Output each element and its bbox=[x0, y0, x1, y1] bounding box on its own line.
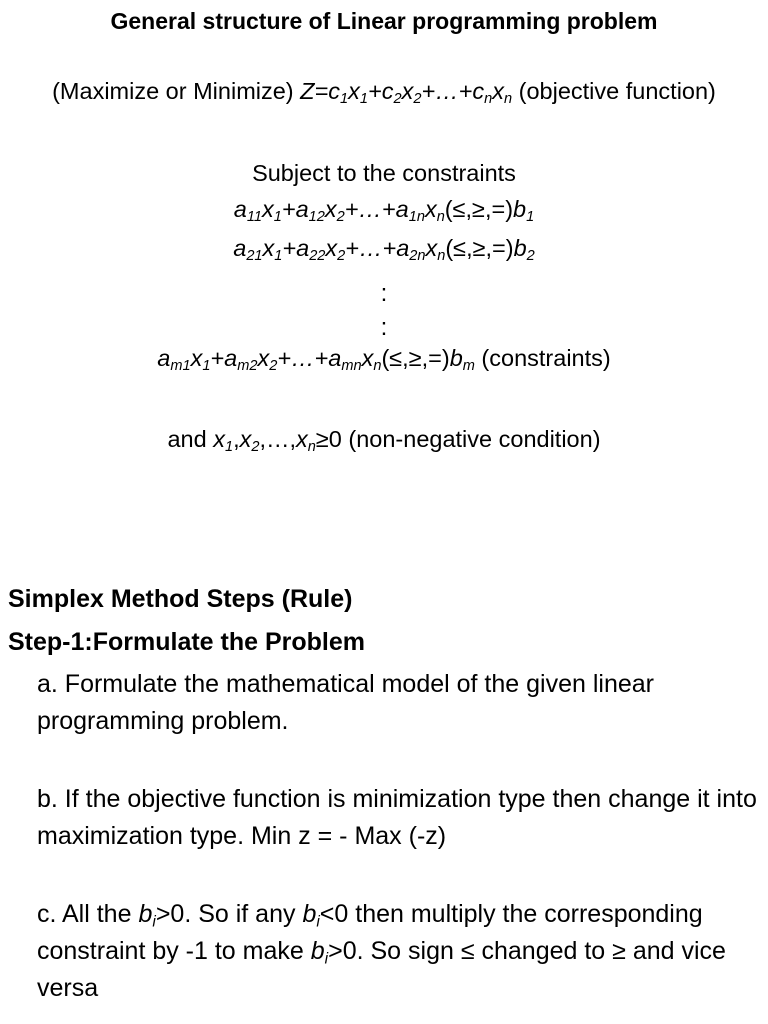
objective-suffix: (objective function) bbox=[512, 78, 716, 104]
page-title: General structure of Linear programming problem bbox=[110, 8, 658, 34]
objective-lhs: Z bbox=[300, 78, 315, 104]
objective-function: (Maximize or Minimize) $Z=c_1x_1+c_2x_2+\dots+c_nx_n$ (objective function) bbox=[52, 78, 716, 108]
step-b-text: b. If the objective function is minimization type then change it into maximization type. Min z = - Max (-z) bbox=[37, 785, 757, 850]
constraints-note: (constraints) bbox=[474, 345, 611, 371]
non-negative-condition: and $x_1,x_2,\dots,x_n\ge 0$ (non-negative condition) bbox=[167, 426, 601, 456]
steps-heading: Simplex Method Steps (Rule) bbox=[8, 585, 353, 613]
constraint-row: $a_{11}x_1+a_{12}x_2+\dots+a_{1n}x_n(\le,\ge,=)b_1$ bbox=[233, 196, 535, 226]
constraint-row: $a_{21}x_1+a_{22}x_2+\dots+a_{2n}x_n(\le,\ge,=)b_2$ bbox=[233, 235, 535, 265]
constraints-heading: Subject to the constraints bbox=[252, 160, 516, 186]
step1-heading: Step-1:Formulate the Problem bbox=[8, 628, 365, 656]
step-c-text: c. All the $b_i>0$. So if any $b_i<0$ then multiply the corresponding constraint by -1 to make $b_i>0$. So sign ≤ changed to ≥ and vice versa bbox=[37, 900, 726, 1002]
step-a-text: a. Formulate the mathematical model of the given linear programming problem. bbox=[37, 670, 654, 735]
vertical-dots: : bbox=[380, 314, 388, 341]
objective-prefix: (Maximize or Minimize) bbox=[52, 78, 301, 104]
vertical-dots: : bbox=[380, 280, 388, 307]
constraint-row: $a_{m1}x_1+a_{m2}x_2+\dots+a_{mn}x_n(\le,\ge,=)b_m$ (constraints) bbox=[157, 345, 611, 375]
